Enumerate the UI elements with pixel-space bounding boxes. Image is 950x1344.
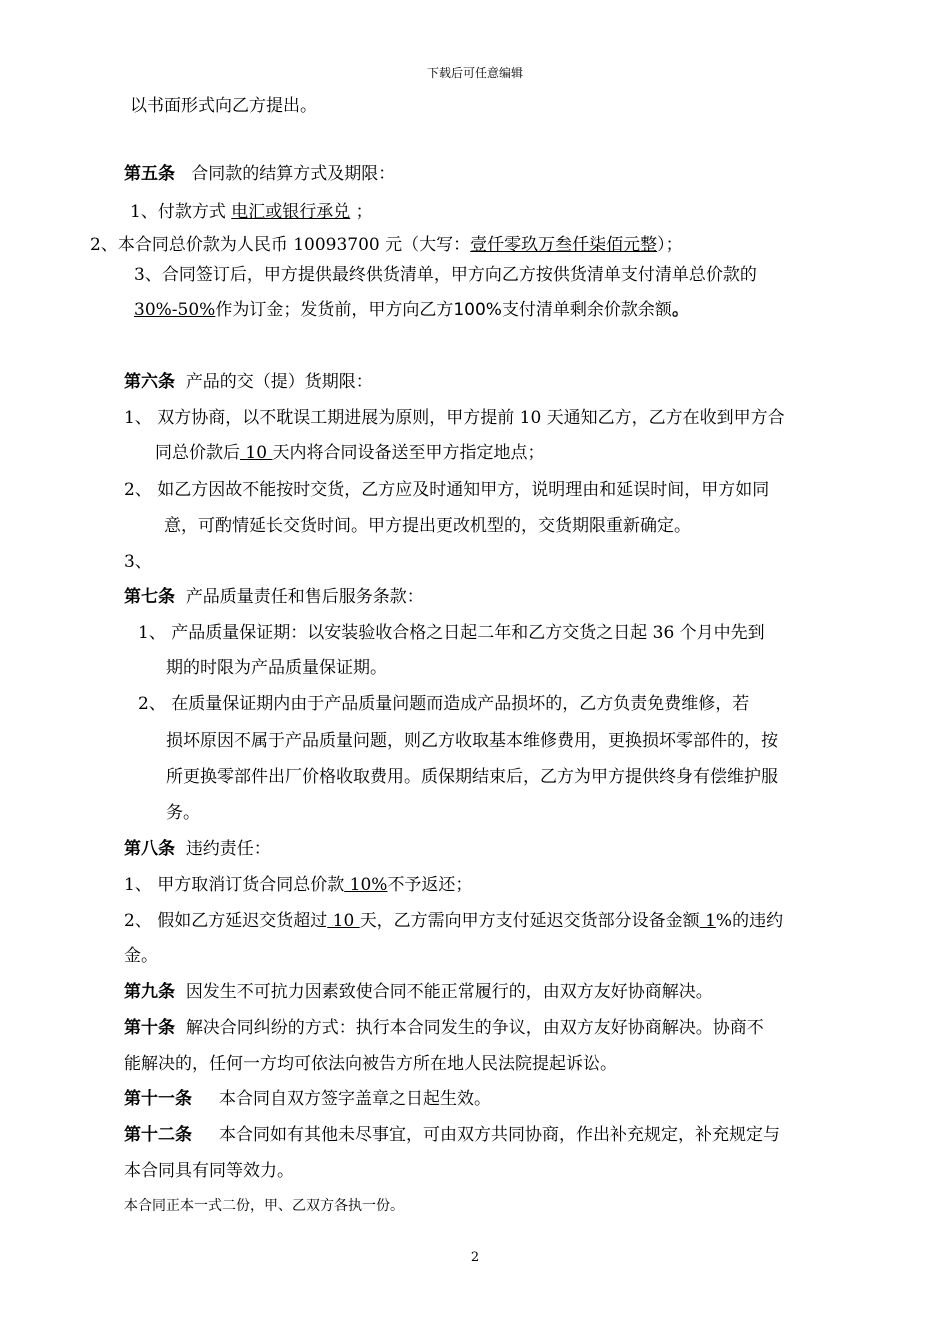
clause-6-2a: 2、 如乙方因故不能按时交货，乙方应及时通知甲方，说明理由和延误时间，甲方如同 <box>124 480 770 500</box>
article-7-text: 产品质量责任和售后服务条款： <box>185 587 424 607</box>
delivery-days: 10 <box>240 443 273 463</box>
clause-8-1 <box>124 873 472 897</box>
clause-7-1a: 1、 产品质量保证期：以安装验收合格之日起二年和乙方交货之日起 36 个月中先到 <box>138 623 765 643</box>
article-10-text: 解决合同纠纷的方式：执行本合同发生的争议，由双方友好协商解决。协商不 <box>185 1018 764 1038</box>
article-10 <box>124 1016 764 1040</box>
article-11-text: 本合同自双方签字盖章之日起生效。 <box>219 1089 492 1109</box>
clause-text: ； <box>355 202 373 222</box>
clause-text: 。 <box>671 300 689 320</box>
clause-6-1b <box>155 441 544 465</box>
article-11 <box>124 1087 491 1111</box>
article-5-heading <box>124 162 395 186</box>
article-7-title: 第七条 <box>124 587 175 607</box>
article-10-title: 第十条 <box>124 1018 175 1038</box>
clause-7-2d: 务。 <box>166 803 200 823</box>
clause-text: 1、付款方式 <box>130 202 226 222</box>
article-5-text: 合同款的结算方式及期限： <box>191 164 396 184</box>
clause-text: 同总价款后 <box>155 443 240 463</box>
article-6-text: 产品的交（提）货期限： <box>185 372 373 392</box>
clause-text: 1、 甲方取消订货合同总价款 <box>124 875 345 895</box>
article-6-title: 第六条 <box>124 372 175 392</box>
article-9-title: 第九条 <box>124 982 175 1002</box>
forfeit-percent: 10% <box>344 875 388 895</box>
clause-text: 2、本合同总价款为人民币 10093700 元（大写： <box>90 235 471 255</box>
article-8-title: 第八条 <box>124 839 175 859</box>
closing-note: 本合同正本一式二份，甲、乙双方各执一份。 <box>124 1198 404 1214</box>
clause-text: %的违约 <box>715 911 784 931</box>
clause-text: 2、 假如乙方延迟交货超过 <box>124 911 328 931</box>
article-12-title: 第十二条 <box>124 1125 192 1145</box>
article-9-text: 因发生不可抗力因素致使合同不能正常履行的，由双方友好协商解决。 <box>185 982 713 1002</box>
clause-7-2a: 2、 在质量保证期内由于产品质量问题而造成产品损坏的，乙方负责免费维修，若 <box>138 694 750 714</box>
delay-days: 10 <box>327 911 360 931</box>
clause-text: 天，乙方需向甲方支付延迟交货部分设备金额 <box>359 911 700 931</box>
clause-8-2 <box>124 909 783 933</box>
clause-text: 不予返还； <box>387 875 473 895</box>
article-10-cont: 能解决的，任何一方均可依法向被告方所在地人民法院提起诉讼。 <box>124 1054 617 1074</box>
clause-5-2 <box>90 233 683 257</box>
article-12-text: 本合同如有其他未尽事宜，可由双方共同协商，作出补充规定，补充规定与 <box>219 1125 781 1145</box>
clause-8-2b: 金。 <box>124 946 158 966</box>
deposit-percent: 30%-50% <box>134 300 216 320</box>
article-11-title: 第十一条 <box>124 1089 192 1109</box>
article-12-cont: 本合同具有同等效力。 <box>124 1161 294 1181</box>
article-8-heading <box>124 837 271 861</box>
clause-7-1b: 期的时限为产品质量保证期。 <box>166 658 387 678</box>
clause-6-3: 3、 <box>124 552 152 572</box>
article-9 <box>124 980 713 1004</box>
article-5-title: 第五条 <box>124 164 175 184</box>
article-7-heading <box>124 585 424 609</box>
article-8-text: 违约责任： <box>185 839 271 859</box>
penalty-percent: 1 <box>699 911 716 931</box>
clause-7-2c: 所更换零部件出厂价格收取费用。质保期结束后，乙方为甲方提供终身有偿维护服 <box>166 767 778 787</box>
article-6-heading <box>124 370 373 394</box>
clause-7-2b: 损坏原因不属于产品质量问题，则乙方收取基本维修费用，更换损坏零部件的，按 <box>166 731 778 751</box>
text-line: 以书面形式向乙方提出。 <box>130 96 317 116</box>
clause-6-1a: 1、 双方协商，以不耽误工期进展为原则，甲方提前 10 天通知乙方，乙方在收到甲方合 <box>124 408 785 428</box>
clause-6-2b: 意，可酌情延长交货时间。甲方提出更改机型的，交货期限重新确定。 <box>164 516 691 536</box>
clause-5-1 <box>130 200 373 224</box>
clause-text: 支付清单剩余价款余额 <box>501 300 672 320</box>
payment-method-value: 电汇或银行承兑 <box>231 202 351 222</box>
total-price-capital: 壹仟零玖万叁仟柒佰元整 <box>470 235 658 255</box>
clause-text: ）； <box>657 235 683 255</box>
clause-text: 100% <box>453 300 502 320</box>
clause-text: 天内将合同设备送至甲方指定地点； <box>272 443 545 463</box>
page-header: 下载后可任意编辑 <box>426 66 523 80</box>
clause-text: 作为订金；发货前，甲方向乙方 <box>215 300 454 320</box>
page-number: 2 <box>470 1250 480 1265</box>
article-12 <box>124 1123 780 1147</box>
clause-5-3a: 3、合同签订后，甲方提供最终供货清单，甲方向乙方按供货清单支付清单总价款的 <box>134 265 757 285</box>
clause-5-3b <box>134 298 689 322</box>
